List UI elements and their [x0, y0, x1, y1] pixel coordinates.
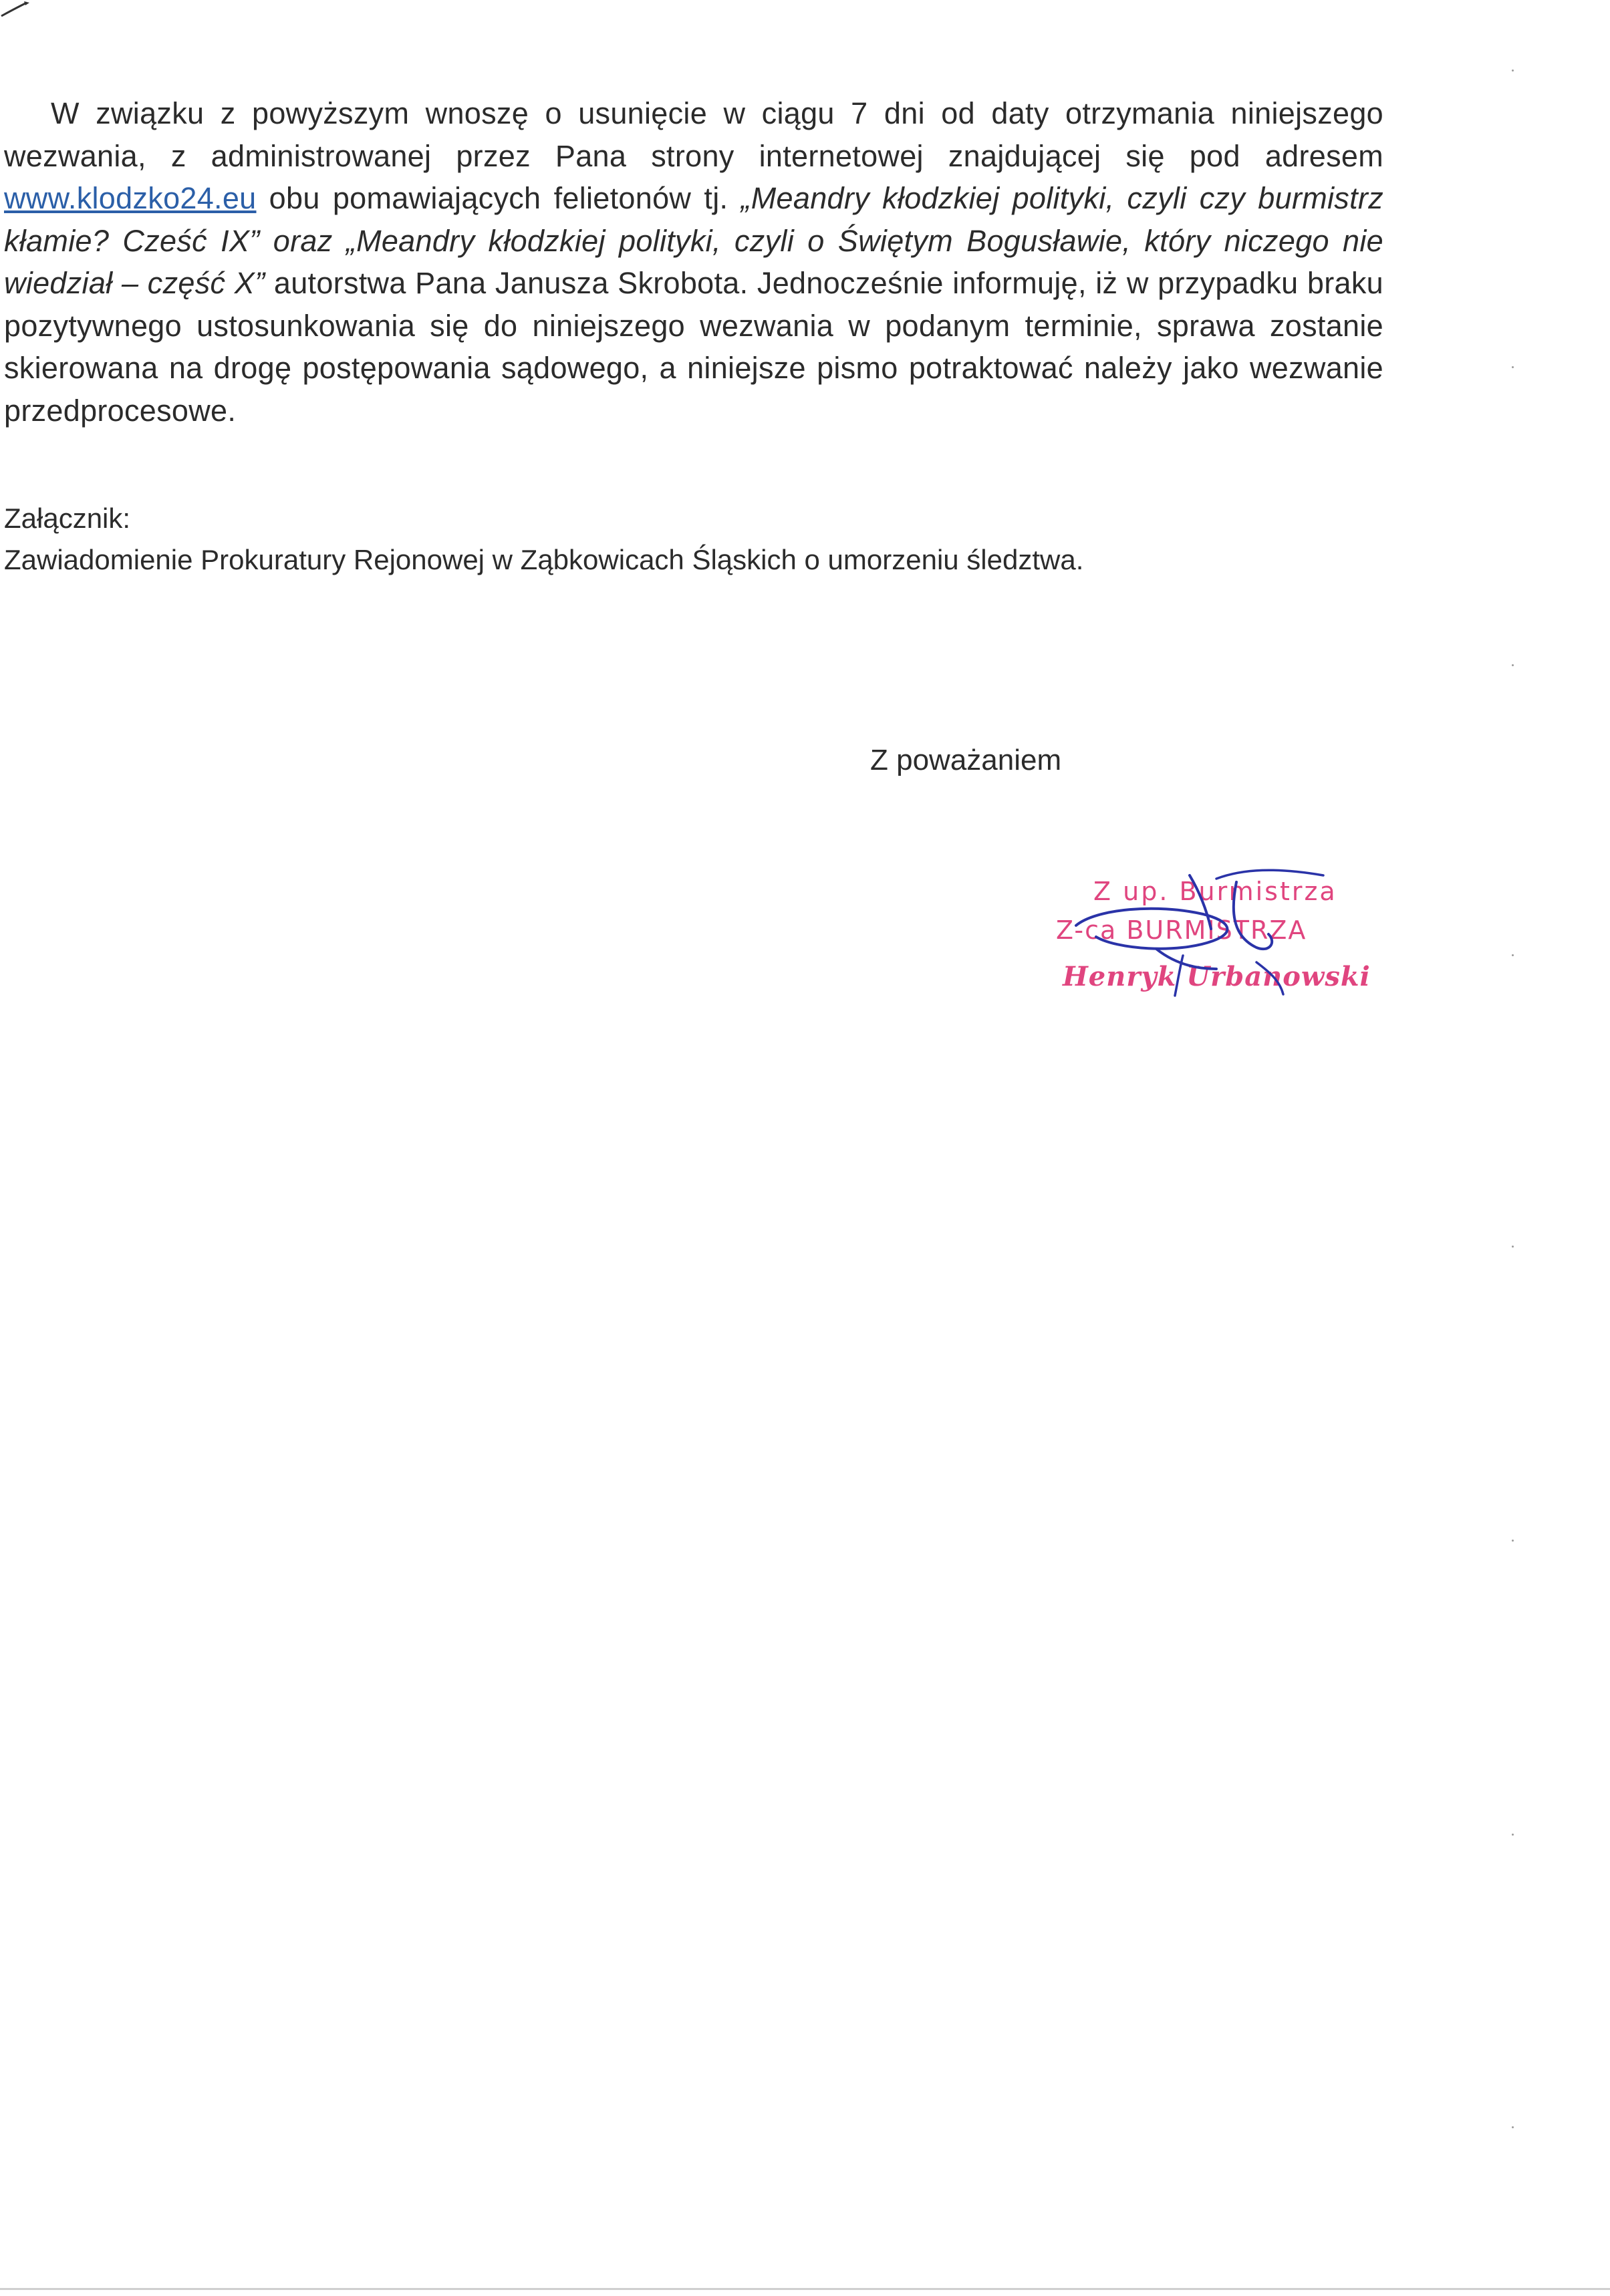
paragraph-line-7: skierowana na drogę postępowania sądowego, a niniejsze pismo potraktować należy jako wezwanie — [4, 351, 1383, 385]
paragraph-line-8: przedprocesowe. — [4, 393, 237, 428]
paragraph-line-1: W związku z powyższym wnoszę o usunięcie w ciągu 7 dni od daty otrzymania niniejszego — [51, 96, 1383, 130]
scan-dot — [1512, 1540, 1514, 1542]
scan-dot — [1512, 69, 1514, 71]
stamp-line-1: Z up. Burmistrza — [1093, 877, 1337, 906]
stamp-line-3: Henryk Urbanowski — [1063, 961, 1371, 992]
paragraph-line-3-text: obu pomawiających felietonów tj. — [256, 181, 741, 215]
scan-bottom-edge — [0, 2288, 1610, 2290]
article-title-ix-start: „Meandry kłodzkiej polityki, czyli czy burmistrz — [741, 181, 1383, 215]
scan-dot — [1512, 954, 1514, 956]
stamp-line-2: Z-ca BURMISTRZA — [1056, 915, 1307, 945]
paragraph-line-5-text: autorstwa Pana Janusza Skrobota. Jednocześnie informuję, iż w przypadku braku — [265, 266, 1383, 300]
scan-corner-mark — [0, 0, 40, 27]
attachment-label: Załącznik: — [4, 503, 131, 534]
paragraph-line-5 — [4, 262, 1383, 305]
scan-dot — [1512, 1246, 1514, 1248]
website-link[interactable]: www.klodzko24.eu — [4, 181, 257, 215]
scan-dot — [1512, 1834, 1514, 1836]
attachment-text: Zawiadomienie Prokuratury Rejonowej w Ząbkowicach Śląskich o umorzeniu śledztwa. — [4, 544, 1084, 575]
closing-salutation: Z poważaniem — [870, 744, 1062, 776]
scan-dot — [1512, 2126, 1514, 2128]
letter-paragraph — [4, 92, 1383, 432]
handwritten-signature — [1056, 862, 1370, 1016]
official-stamp — [1056, 862, 1370, 1016]
paragraph-line-3 — [4, 177, 1383, 220]
paragraph-line-6: pozytywnego ustosunkowania się do niniejszego wezwania w podanym terminie, sprawa zostanie — [4, 308, 1383, 343]
paragraph-line-2: wezwania, z administrowanej przez Pana strony internetowej znajdującej się pod adresem — [4, 138, 1383, 173]
paragraph-line-4: kłamie? Cześć IX” oraz „Meandry kłodzkiej polityki, czyli o Świętym Bogusławie, który niczego nie — [4, 223, 1383, 258]
scan-dot — [1512, 664, 1514, 666]
scan-dot — [1512, 366, 1514, 368]
article-title-x-end: wiedział – część X” — [4, 266, 265, 300]
